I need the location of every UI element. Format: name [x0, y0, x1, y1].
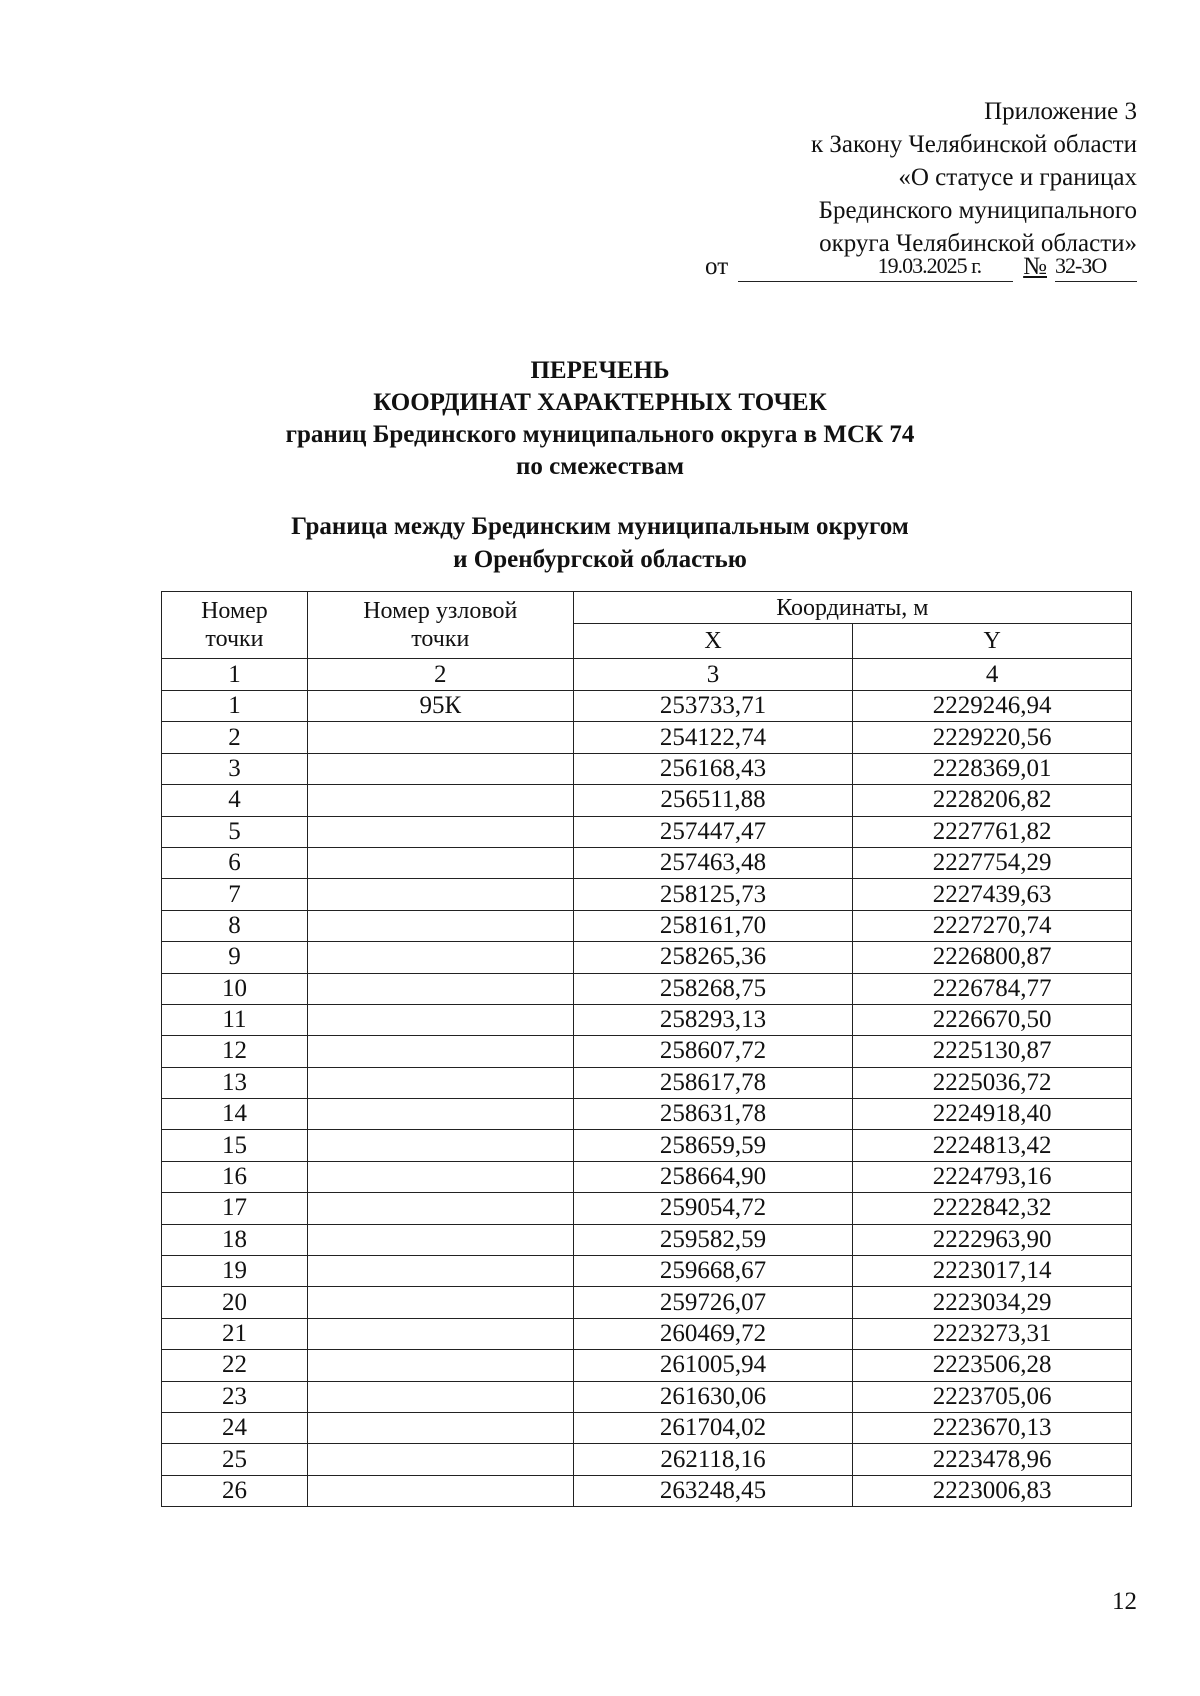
cell-x: 256511,88: [573, 785, 853, 816]
cell-node: [307, 1350, 573, 1381]
cell-x: 259054,72: [573, 1193, 853, 1224]
cell-y: 2227754,29: [853, 847, 1132, 878]
cell-n: 7: [162, 879, 308, 910]
column-number: 1: [162, 659, 308, 691]
cell-n: 19: [162, 1256, 308, 1287]
appendix-line: к Закону Челябинской области: [811, 131, 1137, 158]
cell-y: 2224918,40: [853, 1099, 1132, 1130]
cell-node: [307, 1318, 573, 1349]
cell-y: 2226670,50: [853, 1004, 1132, 1035]
cell-y: 2227761,82: [853, 816, 1132, 847]
cell-y: 2226784,77: [853, 973, 1132, 1004]
cell-n: 12: [162, 1036, 308, 1067]
table-row: [162, 879, 1132, 910]
appendix-line: округа Челябинской области»: [819, 230, 1137, 257]
cell-y: 2223034,29: [853, 1287, 1132, 1318]
cell-x: 258293,13: [573, 1004, 853, 1035]
header-point-number: Номер точки: [162, 592, 308, 659]
table-row: [162, 1004, 1132, 1035]
cell-y: 2225036,72: [853, 1067, 1132, 1098]
cell-x: 258631,78: [573, 1099, 853, 1130]
cell-n: 22: [162, 1350, 308, 1381]
table-row: [162, 1287, 1132, 1318]
header-x: X: [573, 624, 853, 659]
cell-node: [307, 910, 573, 941]
table-row: [162, 722, 1132, 753]
cell-n: 26: [162, 1475, 308, 1506]
number-label: №: [1023, 253, 1047, 280]
cell-node: [307, 1475, 573, 1506]
cell-x: 258617,78: [573, 1067, 853, 1098]
table-row: [162, 785, 1132, 816]
cell-x: 261630,06: [573, 1381, 853, 1412]
table-row: [162, 1444, 1132, 1475]
header-coordinates: Координаты, м: [573, 592, 1131, 624]
table-row: [162, 1036, 1132, 1067]
cell-y: 2228369,01: [853, 753, 1132, 784]
cell-y: 2227270,74: [853, 910, 1132, 941]
appendix-line: Приложение 3: [984, 98, 1137, 125]
table-row: [162, 942, 1132, 973]
cell-y: 2229220,56: [853, 722, 1132, 753]
cell-x: 254122,74: [573, 722, 853, 753]
cell-n: 17: [162, 1193, 308, 1224]
cell-x: 259668,67: [573, 1256, 853, 1287]
cell-n: 14: [162, 1099, 308, 1130]
cell-y: 2224793,16: [853, 1161, 1132, 1192]
cell-n: 23: [162, 1381, 308, 1412]
cell-n: 2: [162, 722, 308, 753]
cell-node: [307, 1287, 573, 1318]
table-row: [162, 1350, 1132, 1381]
table-row: [162, 1161, 1132, 1192]
cell-n: 25: [162, 1444, 308, 1475]
header-node-number: Номер узловой точки: [307, 592, 573, 659]
law-number: 32-ЗО: [1055, 251, 1137, 282]
cell-n: 15: [162, 1130, 308, 1161]
cell-x: 259582,59: [573, 1224, 853, 1255]
cell-y: 2223705,06: [853, 1381, 1132, 1412]
cell-node: [307, 1130, 573, 1161]
table-row: [162, 1099, 1132, 1130]
appendix-header: [811, 95, 1137, 260]
cell-x: 256168,43: [573, 753, 853, 784]
column-number: 2: [307, 659, 573, 691]
cell-node: [307, 1224, 573, 1255]
cell-node: [307, 722, 573, 753]
cell-x: 258659,59: [573, 1130, 853, 1161]
cell-n: 1: [162, 691, 308, 722]
cell-n: 16: [162, 1161, 308, 1192]
cell-node: 95К: [307, 691, 573, 722]
table-row: [162, 1412, 1132, 1443]
cell-node: [307, 1161, 573, 1192]
cell-y: 2222963,90: [853, 1224, 1132, 1255]
cell-y: 2222842,32: [853, 1193, 1132, 1224]
title-line: ПЕРЕЧЕНЬ: [530, 357, 670, 384]
cell-node: [307, 1412, 573, 1443]
table-row: [162, 1067, 1132, 1098]
table-row: [162, 1318, 1132, 1349]
cell-x: 258125,73: [573, 879, 853, 910]
cell-n: 20: [162, 1287, 308, 1318]
table-row: [162, 1256, 1132, 1287]
cell-x: 253733,71: [573, 691, 853, 722]
table-row: [162, 1193, 1132, 1224]
table-row: [162, 973, 1132, 1004]
cell-node: [307, 1444, 573, 1475]
cell-y: 2224813,42: [853, 1130, 1132, 1161]
cell-y: 2226800,87: [853, 942, 1132, 973]
table-row: [162, 1381, 1132, 1412]
table-row: [162, 1475, 1132, 1506]
cell-x: 259726,07: [573, 1287, 853, 1318]
header-y: Y: [853, 624, 1132, 659]
cell-n: 13: [162, 1067, 308, 1098]
cell-node: [307, 942, 573, 973]
cell-y: 2229246,94: [853, 691, 1132, 722]
cell-y: 2228206,82: [853, 785, 1132, 816]
cell-node: [307, 753, 573, 784]
cell-x: 258161,70: [573, 910, 853, 941]
cell-node: [307, 1193, 573, 1224]
table-row: [162, 1224, 1132, 1255]
cell-y: 2223478,96: [853, 1444, 1132, 1475]
title-line: границ Брединского муниципального округа в МСК 74: [285, 421, 915, 448]
appendix-line: «О статусе и границах: [898, 164, 1137, 191]
cell-x: 257447,47: [573, 816, 853, 847]
cell-n: 18: [162, 1224, 308, 1255]
cell-x: 261704,02: [573, 1412, 853, 1443]
cell-x: 258664,90: [573, 1161, 853, 1192]
table-row: [162, 1130, 1132, 1161]
table-row: [162, 847, 1132, 878]
cell-n: 8: [162, 910, 308, 941]
cell-n: 21: [162, 1318, 308, 1349]
cell-y: 2223273,31: [853, 1318, 1132, 1349]
cell-n: 10: [162, 973, 308, 1004]
section-title-line: и Оренбургской областью: [453, 546, 747, 573]
cell-x: 260469,72: [573, 1318, 853, 1349]
cell-n: 9: [162, 942, 308, 973]
appendix-line: Брединского муниципального: [818, 197, 1137, 224]
cell-node: [307, 973, 573, 1004]
page-number: 12: [1112, 1588, 1137, 1615]
table-row: [162, 910, 1132, 941]
law-date-number-line: [705, 251, 1137, 282]
table-row: [162, 691, 1132, 722]
cell-node: [307, 879, 573, 910]
cell-x: 258265,36: [573, 942, 853, 973]
cell-x: 258268,75: [573, 973, 853, 1004]
table-row: [162, 816, 1132, 847]
cell-y: 2227439,63: [853, 879, 1132, 910]
cell-n: 3: [162, 753, 308, 784]
column-number: 3: [573, 659, 853, 691]
document-title: [0, 355, 1200, 483]
cell-n: 24: [162, 1412, 308, 1443]
cell-n: 4: [162, 785, 308, 816]
table-row: [162, 753, 1132, 784]
cell-y: 2223006,83: [853, 1475, 1132, 1506]
cell-node: [307, 816, 573, 847]
cell-n: 6: [162, 847, 308, 878]
cell-node: [307, 1036, 573, 1067]
cell-node: [307, 1256, 573, 1287]
coordinates-table: [161, 591, 1132, 1507]
cell-x: 262118,16: [573, 1444, 853, 1475]
cell-n: 11: [162, 1004, 308, 1035]
cell-x: 261005,94: [573, 1350, 853, 1381]
cell-n: 5: [162, 816, 308, 847]
cell-y: 2223017,14: [853, 1256, 1132, 1287]
cell-node: [307, 1004, 573, 1035]
section-title-line: Граница между Брединским муниципальным округом: [291, 513, 909, 540]
column-number: 4: [853, 659, 1132, 691]
title-line: КООРДИНАТ ХАРАКТЕРНЫХ ТОЧЕК: [373, 389, 827, 416]
cell-y: 2223670,13: [853, 1412, 1132, 1443]
cell-node: [307, 1381, 573, 1412]
cell-y: 2223506,28: [853, 1350, 1132, 1381]
column-number-row: [162, 659, 1132, 691]
title-line: по смежествам: [516, 453, 684, 480]
section-title: [0, 510, 1200, 576]
cell-node: [307, 1099, 573, 1130]
cell-node: [307, 847, 573, 878]
cell-node: [307, 785, 573, 816]
cell-x: 263248,45: [573, 1475, 853, 1506]
cell-x: 258607,72: [573, 1036, 853, 1067]
cell-x: 257463,48: [573, 847, 853, 878]
from-label: от: [705, 253, 729, 280]
cell-node: [307, 1067, 573, 1098]
cell-y: 2225130,87: [853, 1036, 1132, 1067]
law-date: 19.03.2025 г.: [738, 251, 1013, 282]
